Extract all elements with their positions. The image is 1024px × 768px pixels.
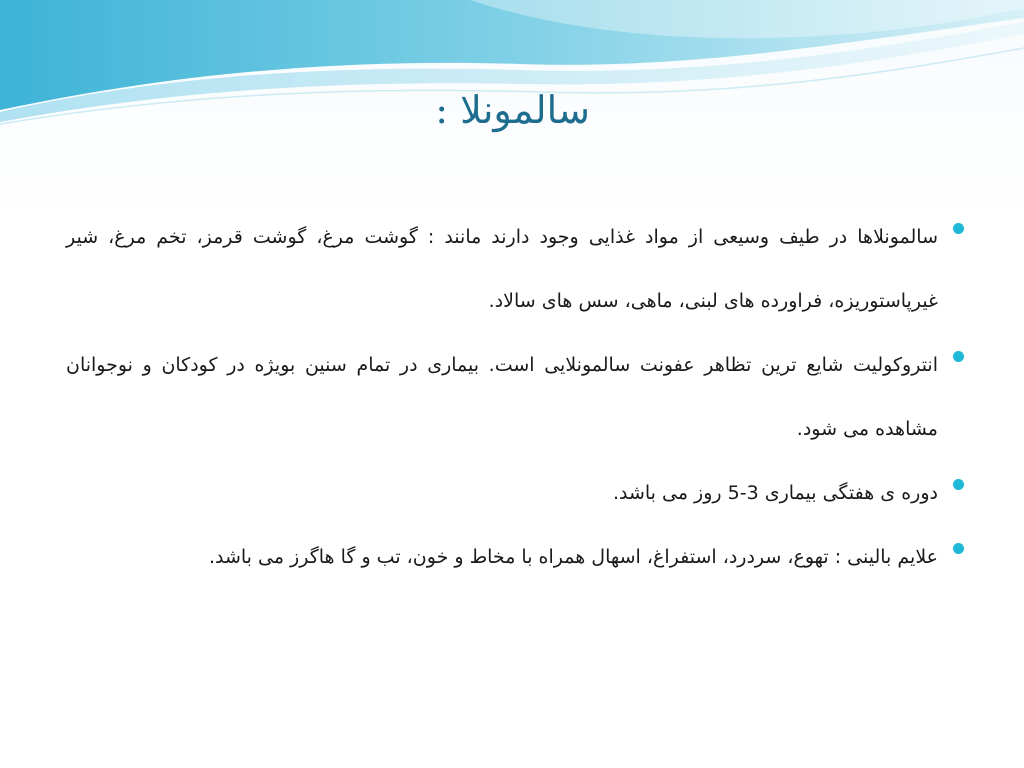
- bullet-dot-icon: [953, 543, 964, 554]
- bullet-item: [66, 205, 938, 333]
- bullet-dot-icon: [953, 223, 964, 234]
- slide-title: سالمونلا :: [435, 88, 590, 132]
- bullet-text: علایم بالینی : تهوع، سردرد، استفراغ، اسهال همراه با مخاط و خون، تب و گا هاگرز می باشد.: [208, 546, 938, 568]
- bullet-text: دوره ی هفتگی بیماری 3-5 روز می باشد.: [612, 482, 938, 504]
- bullet-dot-icon: [953, 351, 964, 362]
- bullet-dot-icon: [953, 479, 964, 490]
- bullet-text: سالمونلاها در طیف وسیعی از مواد غذایی وجود دارند مانند : گوشت مرغ، گوشت قرمز، تخم مرغ، شیر غیرپاستوریزه، فراورده های لبنی، ماهی، سس های سالاد.: [66, 226, 938, 312]
- bullet-item: [66, 333, 938, 461]
- bullet-text: انتروکولیت شایع ترین تظاهر عفونت سالمونلایی است. بیماری در تمام سنین بویژه در کودکان و نوجوانان مشاهده می شود.: [66, 354, 938, 440]
- bullet-item: [66, 461, 938, 525]
- bullet-item: [66, 525, 938, 589]
- bullet-list: [66, 205, 938, 589]
